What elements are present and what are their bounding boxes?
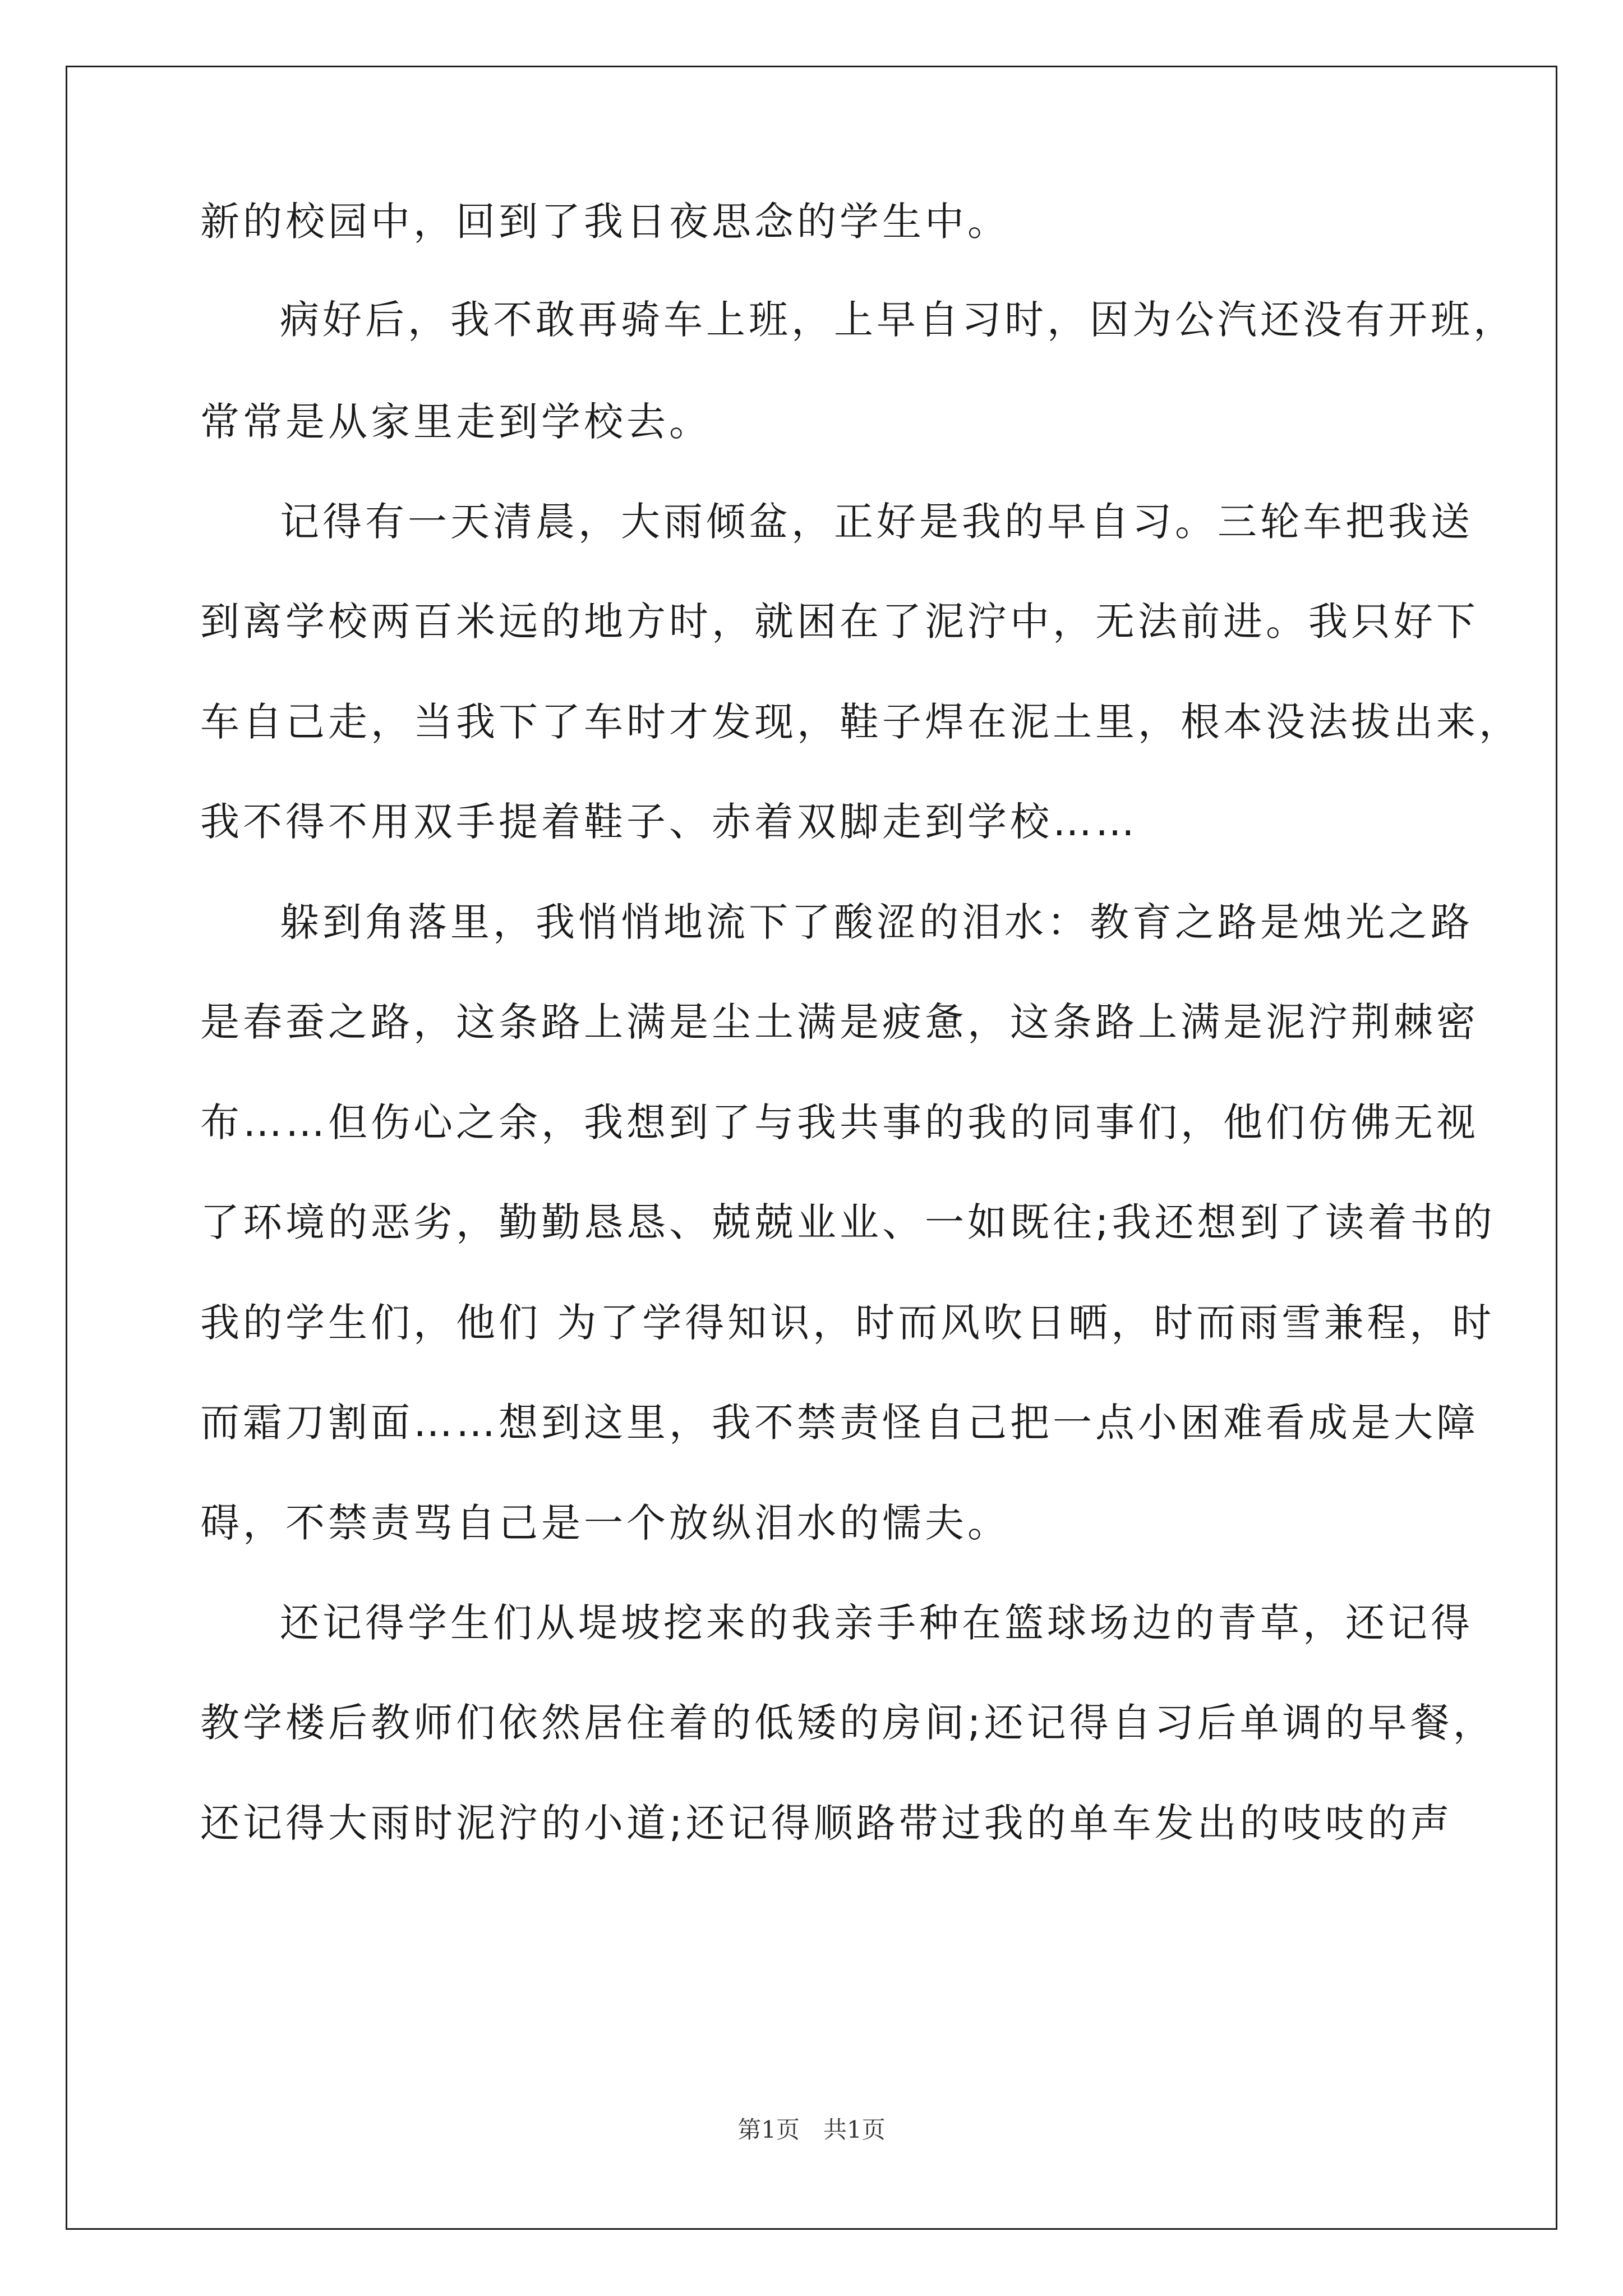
text-line: 是春蚕之路，这条路上满是尘土满是疲惫，这条路上满是泥泞荆棘密 [200, 999, 1479, 1045]
text-line: 还记得大雨时泥泞的小道;还记得顺路带过我的单车发出的吱吱的声 [200, 1800, 1453, 1846]
text-line: 躲到角落里，我悄悄地流下了酸涩的泪水：教育之路是烛光之路 [280, 899, 1473, 945]
text-line: 教学楼后教师们依然居住着的低矮的房间;还记得自习后单调的早餐， [200, 1700, 1496, 1746]
page-border [66, 66, 1557, 2230]
text-line: 碍，不禁责骂自己是一个放纵泪水的懦夫。 [200, 1500, 1010, 1546]
text-line: 常常是从家里走到学校去。 [200, 399, 712, 445]
text-line: 车自己走，当我下了车时才发现，鞋子焊在泥土里，根本没法拔出来， [200, 699, 1521, 745]
text-line: 我不得不用双手提着鞋子、赤着双脚走到学校…… [200, 799, 1138, 845]
text-line: 新的校园中，回到了我日夜思念的学生中。 [200, 199, 1010, 245]
text-line: 病好后，我不敢再骑车上班，上早自习时，因为公汽还没有开班， [280, 297, 1516, 343]
text-line: 到离学校两百米远的地方时，就困在了泥泞中，无法前进。我只好下 [200, 599, 1479, 645]
text-line: 而霜刀割面……想到这里，我不禁责怪自己把一点小困难看成是大障 [200, 1400, 1479, 1446]
text-line: 了环境的恶劣，勤勤恳恳、兢兢业业、一如既往;我还想到了读着书的 [200, 1199, 1496, 1245]
text-line: 还记得学生们从堤坡挖来的我亲手种在篮球场边的青草，还记得 [280, 1600, 1473, 1646]
text-line: 记得有一天清晨，大雨倾盆，正好是我的早自习。三轮车把我送 [280, 499, 1473, 545]
page-number-footer: 第1页 共1页 [737, 2116, 886, 2143]
text-line: 布……但伤心之余，我想到了与我共事的我的同事们，他们仿佛无视 [200, 1099, 1479, 1145]
text-line: 我的学生们，他们 为了学得知识，时而风吹日晒，时而雨雪兼程，时 [200, 1300, 1495, 1346]
